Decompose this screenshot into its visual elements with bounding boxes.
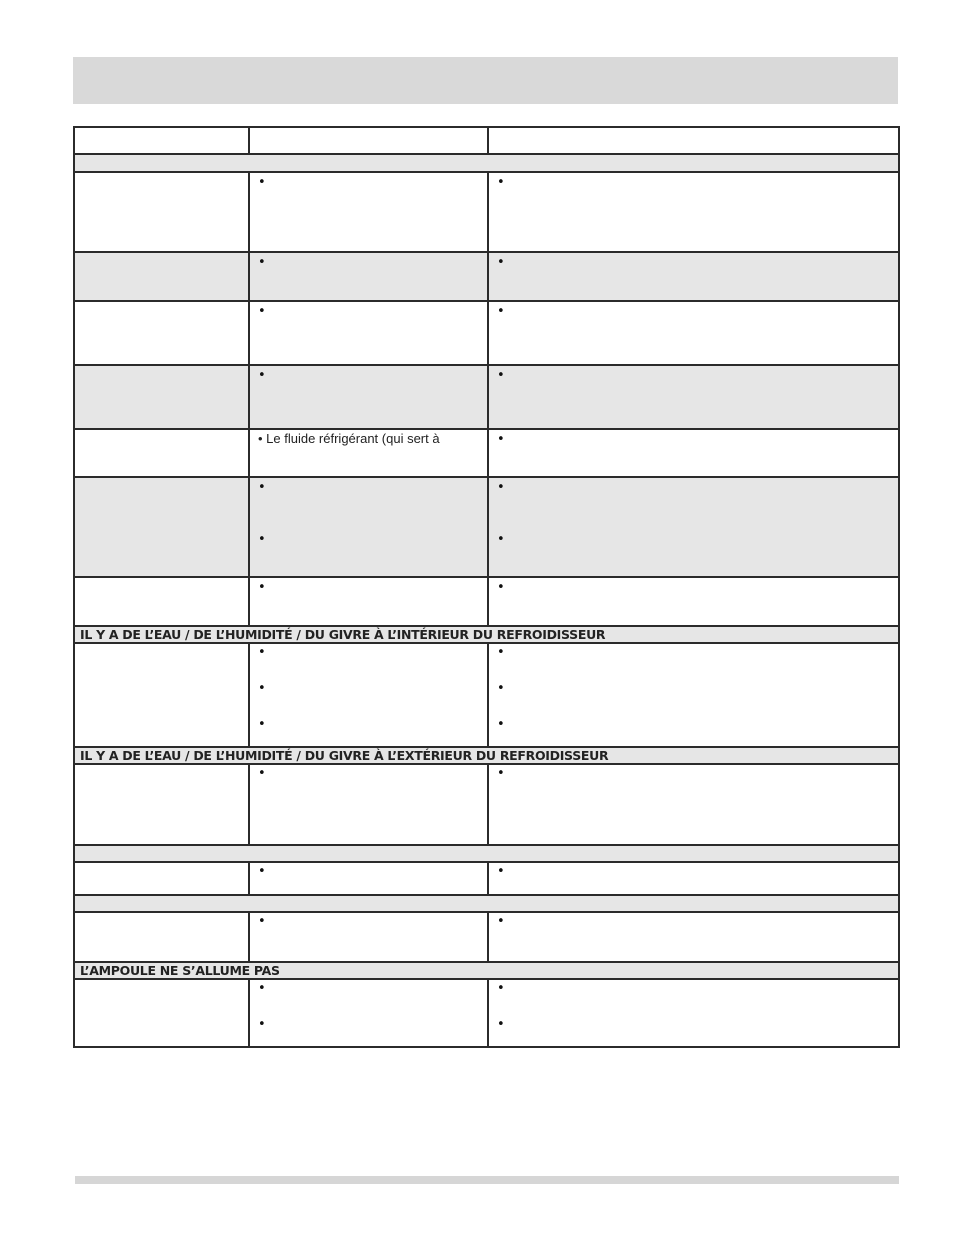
- section-heading-interior-moisture: IL Y A DE L’EAU / DE L’HUMIDITÉ / DU GIVRE À L’INTÉRIEUR DU REFROIDISSEUR: [75, 625, 898, 642]
- table-row: • Le fluide réfrigérant (qui sert à •: [75, 428, 898, 476]
- section-band-blank-2: [75, 844, 898, 861]
- header-cause-cell: [250, 128, 489, 153]
- refrigerant-cause-text: • Le fluide réfrigérant (qui sert à: [258, 431, 440, 446]
- table-row: • • • •: [75, 978, 898, 1046]
- section-band-blank-1: [75, 153, 898, 171]
- troubleshooting-table: [73, 126, 900, 1048]
- page-footer-bar: [75, 1176, 899, 1184]
- table-header-row: [75, 128, 898, 153]
- header-solution-cell: [489, 128, 898, 153]
- section-heading-exterior-moisture: IL Y A DE L’EAU / DE L’HUMIDITÉ / DU GIVRE À L’EXTÉRIEUR DU REFROIDISSEUR: [75, 746, 898, 763]
- table-row: • •: [75, 364, 898, 428]
- table-row: • •: [75, 576, 898, 625]
- page-header-bar: [73, 57, 898, 104]
- table-row: • •: [75, 171, 898, 251]
- header-problem-cell: [75, 128, 250, 153]
- section-band-blank-3: [75, 894, 898, 911]
- table-row: • •: [75, 763, 898, 844]
- table-row: • •: [75, 861, 898, 894]
- table-row: • •: [75, 300, 898, 364]
- section-heading-light-bulb: L’AMPOULE NE S’ALLUME PAS: [75, 961, 898, 978]
- table-row: • • • • • •: [75, 642, 898, 746]
- table-row: • •: [75, 251, 898, 300]
- table-row: • • • •: [75, 476, 898, 576]
- table-row: • •: [75, 911, 898, 961]
